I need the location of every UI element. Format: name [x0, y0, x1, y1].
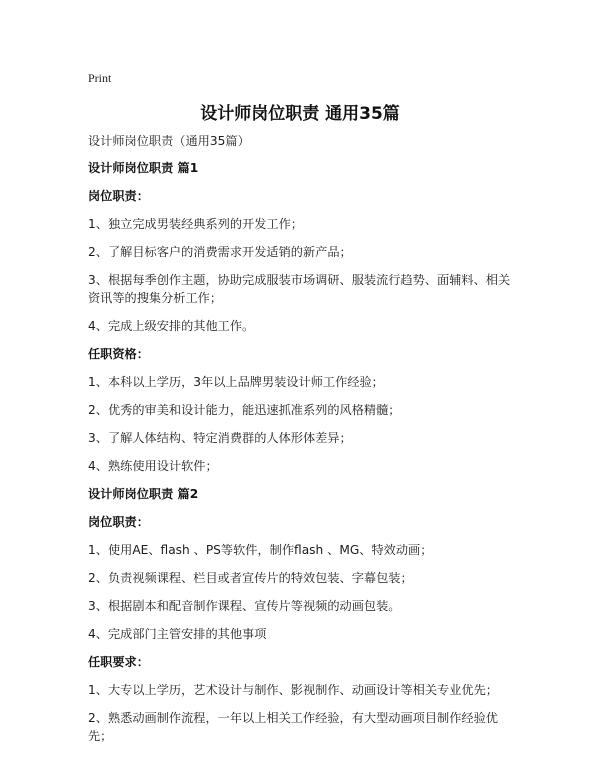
duties-label: 岗位职责： [88, 515, 149, 529]
duty-item: 1、使用AE、flash 、PS等软件，制作flash 、MG、特效动画； [88, 543, 433, 557]
duty-item: 4、完成部门主管安排的其他事项 [88, 627, 267, 641]
requirement-item: 4、熟练使用设计软件； [88, 459, 218, 473]
print-label[interactable]: Print [88, 71, 112, 85]
duties-label: 岗位职责： [88, 189, 149, 203]
section-heading: 设计师岗位职责 篇1 [88, 161, 199, 175]
requirement-item: 2、熟悉动画制作流程，一年以上相关工作经验，有大型动画项目制作经验优先； [88, 711, 498, 743]
duty-item: 3、根据每季创作主题，协助完成服装市场调研、服装流行趋势、面辅料、相关资讯等的搜集分析工作； [88, 273, 511, 305]
document-subtitle: 设计师岗位职责（通用35篇） [88, 134, 250, 148]
requirements-label: 任职资格： [88, 347, 149, 361]
duty-item: 2、了解目标客户的消费需求开发适销的新产品； [88, 245, 352, 259]
duty-item: 1、独立完成男装经典系列的开发工作； [88, 217, 303, 231]
requirement-item: 2、优秀的审美和设计能力，能迅速抓准系列的风格精髓； [88, 403, 401, 417]
duty-item: 3、根据剧本和配音制作课程、宣传片等视频的动画包装。 [88, 599, 401, 613]
requirements-label: 任职要求： [88, 655, 149, 669]
requirement-item: 3、了解人体结构、特定消费群的人体形体差异； [88, 431, 352, 445]
section-heading: 设计师岗位职责 篇2 [88, 487, 199, 501]
duty-item: 4、完成上级安排的其他工作。 [88, 319, 255, 333]
requirement-item: 1、大专以上学历，艺术设计与制作、影视制作、动画设计等相关专业优先； [88, 683, 498, 697]
duty-item: 2、负责视频课程、栏目或者宣传片的特效包装、字幕包装； [88, 571, 413, 585]
page-title: 设计师岗位职责 通用35篇 [200, 104, 400, 124]
requirement-item: 1、本科以上学历，3年以上品牌男装设计师工作经验； [88, 375, 384, 389]
document-body [88, 132, 518, 755]
